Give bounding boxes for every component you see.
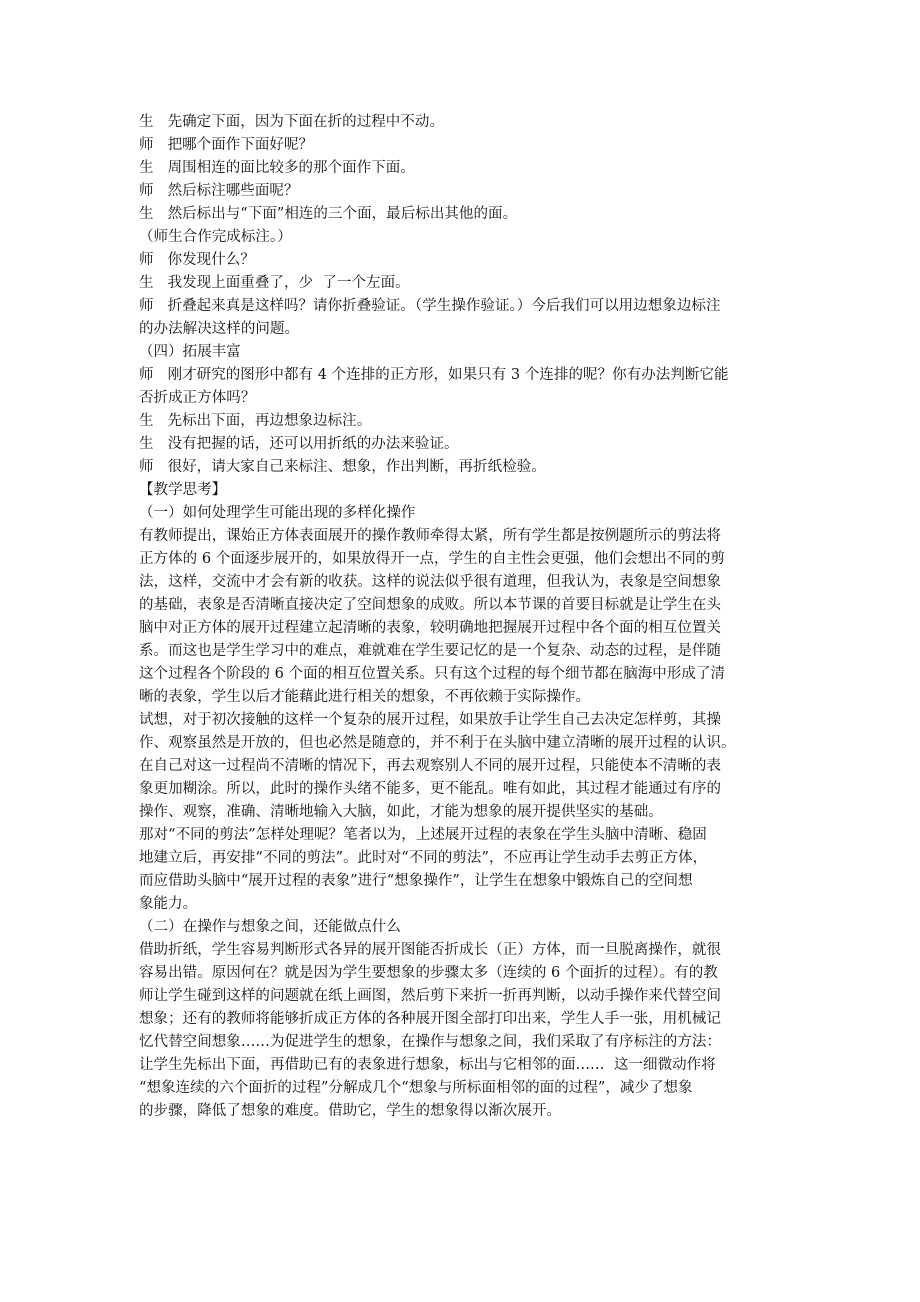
text-line <box>139 341 789 364</box>
line-text: 把哪个面作下面好呢？ <box>167 137 314 153</box>
line-text: （一）如何处理学生可能出现的多样化操作 <box>139 505 416 521</box>
text-line <box>139 686 789 709</box>
text-line <box>139 571 789 594</box>
line-text: （师生合作完成标注。） <box>139 229 292 245</box>
line-text: 让学生先标出下面，再借助已有的表象进行想象，标出与它相邻的面…… 这一细微动作将 <box>139 1057 716 1073</box>
text-line <box>139 203 789 226</box>
line-text: 刚才研究的图形中都有 4 个连排的正方形，如果只有 3 个连排的呢？你有办法判断它能 <box>167 367 729 383</box>
line-text: 然后标注哪些面呢？ <box>167 183 299 199</box>
text-line <box>139 1031 789 1054</box>
speaker-label: 生 <box>139 275 154 291</box>
document-body <box>139 111 789 1123</box>
text-line <box>139 824 789 847</box>
text-line <box>139 180 789 203</box>
line-text: 先确定下面，因为下面在折的过程中不动。 <box>167 114 445 130</box>
line-text: 系。而这也是学生学习中的难点，难就难在学生要记忆的是一个复杂、动态的过程，是伴随 <box>139 643 721 659</box>
speaker-label: 生 <box>139 114 154 130</box>
text-line <box>139 1008 789 1031</box>
text-line <box>139 456 789 479</box>
text-line <box>139 709 789 732</box>
line-text: 你发现什么？ <box>167 252 255 268</box>
text-line <box>139 594 789 617</box>
text-line <box>139 249 789 272</box>
text-line <box>139 916 789 939</box>
line-text: 很好，请大家自己来标注、想象，作出判断，再折纸检验。 <box>167 459 546 475</box>
line-text: 这个过程各个阶段的 6 个面的相互位置关系。只有这个过程的每个细节都在脑海中形成了清 <box>139 666 726 682</box>
text-line <box>139 640 789 663</box>
line-text: 脑中对正方体的展开过程建立起清晰的表象，较明确地把握展开过程中各个面的相互位置关 <box>139 620 721 636</box>
text-line <box>139 1077 789 1100</box>
speaker-label: 师 <box>139 298 154 314</box>
line-text: 的步骤，降低了想象的难度。借助它，学生的想象得以渐次展开。 <box>139 1103 561 1119</box>
line-text: “想象连续的六个面折的过程”分解成几个“想象与所标面相邻的面的过程”，减少了想象 <box>139 1080 693 1096</box>
text-line <box>139 1100 789 1123</box>
text-line <box>139 410 789 433</box>
line-text: （二）在操作与想象之间，还能做点什么 <box>139 919 401 935</box>
line-text: 法，这样，交流中才会有新的收获。这样的说法似乎很有道理，但我认为，表象是空间想象 <box>139 574 721 590</box>
line-text: 而应借助头脑中“展开过程的表象”进行“想象操作”，让学生在想象中锻炼自己的空间想 <box>139 873 693 889</box>
line-text: 没有把握的话，还可以用折纸的办法来验证。 <box>167 436 459 452</box>
text-line <box>139 502 789 525</box>
speaker-label: 生 <box>139 206 154 222</box>
line-text: 象更加糊涂。所以，此时的操作头绪不能多，更不能乱。唯有如此，其过程才能通过有序的 <box>139 781 721 797</box>
text-line <box>139 870 789 893</box>
line-text: 先标出下面，再边想象边标注。 <box>167 413 372 429</box>
text-line <box>139 134 789 157</box>
speaker-label: 师 <box>139 459 154 475</box>
line-text: 那对“不同的剪法”怎样处理呢？笔者以为，上述展开过程的表象在学生头脑中清晰、稳固 <box>139 827 707 843</box>
speaker-label: 生 <box>139 160 154 176</box>
line-text: 试想，对于初次接触的这样一个复杂的展开过程，如果放手让学生自己去决定怎样剪，其操 <box>139 712 721 728</box>
line-text: 然后标出与“下面”相连的三个面，最后标出其他的面。 <box>167 206 518 222</box>
speaker-label: 生 <box>139 436 154 452</box>
line-text: 在自己对这一过程尚不清晰的情况下，再去观察别人不同的展开过程，只能使本不清晰的表 <box>139 758 721 774</box>
text-line <box>139 962 789 985</box>
speaker-label: 师 <box>139 137 154 153</box>
speaker-label: 师 <box>139 367 154 383</box>
line-text: 地建立后，再安排“不同的剪法”。此时对“不同的剪法”，不应再让学生动手去剪正方体， <box>139 850 708 866</box>
text-line <box>139 755 789 778</box>
line-text: 想象；还有的教师将能够折成正方体的各种展开图全部打印出来，学生人手一张，用机械记 <box>139 1011 721 1027</box>
line-text: 的办法解决这样的问题。 <box>139 321 300 337</box>
text-line <box>139 479 789 502</box>
speaker-label: 师 <box>139 183 154 199</box>
text-line <box>139 111 789 134</box>
text-line <box>139 364 789 387</box>
text-line <box>139 893 789 916</box>
text-line <box>139 318 789 341</box>
line-text: 借助折纸，学生容易判断形式各异的展开图能否折成长（正）方体，而一旦脱离操作，就很 <box>139 942 721 958</box>
line-text: 师让学生碰到这样的问题就在纸上画图，然后剪下来折一折再判断，以动手操作来代替空间 <box>139 988 721 1004</box>
line-text: 我发现上面重叠了，少 了一个左面。 <box>167 275 410 291</box>
line-text: 有教师提出，课始正方体表面展开的操作教师牵得太紧，所有学生都是按例题所示的剪法将 <box>139 528 721 544</box>
text-line <box>139 226 789 249</box>
text-line <box>139 548 789 571</box>
line-text: 忆代替空间想象……为促进学生的想象，在操作与想象之间，我们采取了有序标注的方法： <box>139 1034 721 1050</box>
text-line <box>139 732 789 755</box>
line-text: 象能力。 <box>139 896 198 912</box>
text-line <box>139 617 789 640</box>
line-text: 【教学思考】 <box>139 482 227 498</box>
text-line <box>139 387 789 410</box>
text-line <box>139 157 789 180</box>
line-text: 晰的表象，学生以后才能藉此进行相关的想象，不再依赖于实际操作。 <box>139 689 591 705</box>
text-line <box>139 847 789 870</box>
text-line <box>139 1054 789 1077</box>
text-line <box>139 663 789 686</box>
line-text: 操作、观察，准确、清晰地输入大脑，如此，才能为想象的展开提供坚实的基础。 <box>139 804 663 820</box>
speaker-label: 生 <box>139 413 154 429</box>
line-text: 否折成正方体吗？ <box>139 390 256 406</box>
text-line <box>139 433 789 456</box>
text-line <box>139 272 789 295</box>
speaker-label: 师 <box>139 252 154 268</box>
line-text: 折叠起来真是这样吗？请你折叠验证。（学生操作验证。）今后我们可以用边想象边标注 <box>167 298 721 314</box>
line-text: 周围相连的面比较多的那个面作下面。 <box>167 160 415 176</box>
line-text: 正方体的 6 个面逐步展开的，如果放得开一点，学生的自主性会更强，他们会想出不同的剪 <box>139 551 726 567</box>
text-line <box>139 939 789 962</box>
text-line <box>139 801 789 824</box>
line-text: 的基础，表象是否清晰直接决定了空间想象的成败。所以本节课的首要目标就是让学生在头 <box>139 597 721 613</box>
line-text: 容易出错。原因何在？就是因为学生要想象的步骤太多（连续的 6 个面折的过程）。有的教 <box>139 965 718 981</box>
line-text: 作、观察虽然是开放的，但也必然是随意的，并不利于在头脑中建立清晰的展开过程的认识。 <box>139 735 736 751</box>
line-text: （四）拓展丰富 <box>139 344 241 360</box>
text-line <box>139 778 789 801</box>
text-line <box>139 525 789 548</box>
text-line <box>139 295 789 318</box>
text-line <box>139 985 789 1008</box>
